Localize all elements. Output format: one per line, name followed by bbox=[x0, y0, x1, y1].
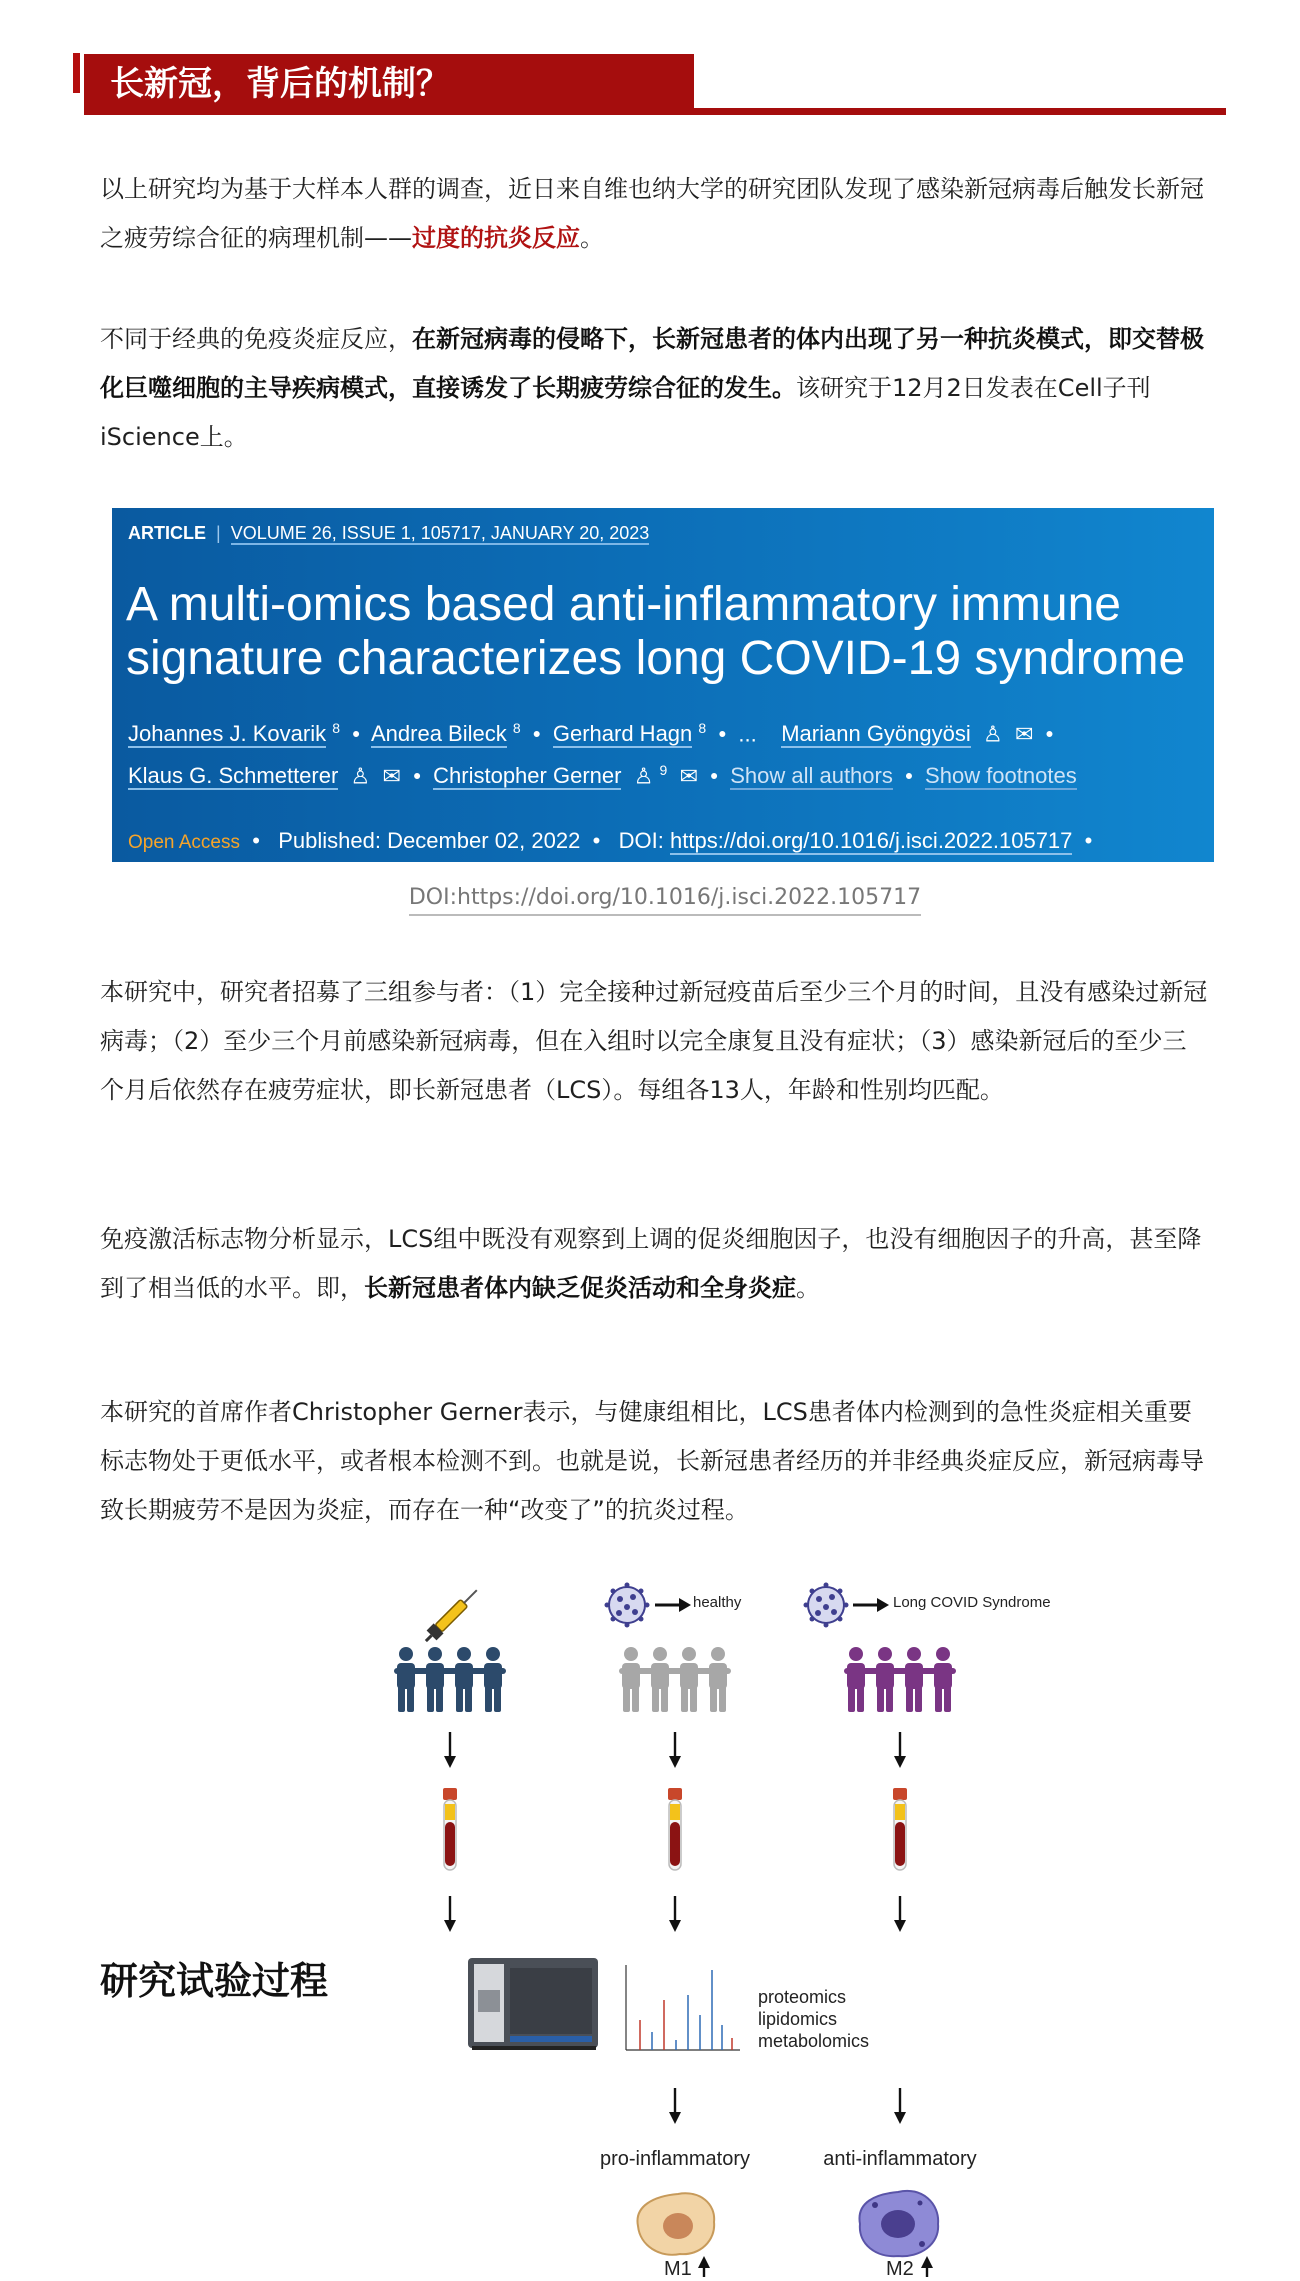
spectrum-chart-icon bbox=[626, 1965, 740, 2050]
macrophage-icon bbox=[637, 2193, 714, 2254]
author-link[interactable]: Klaus G. Schmetterer bbox=[128, 763, 339, 789]
arrow-down-icon bbox=[444, 1896, 456, 1932]
blood-tube-icon bbox=[893, 1788, 907, 1870]
paragraph-tail: 该研究于12月2日发表在Cell子刊iScience上。 bbox=[100, 374, 1151, 451]
section-title: 长新冠，背后的机制？ bbox=[110, 64, 450, 104]
email-icon[interactable]: ✉ bbox=[1008, 721, 1034, 747]
article-type: ARTICLE bbox=[128, 523, 206, 543]
highlight-text: 过度的抗炎反应 bbox=[412, 224, 580, 252]
omics-list bbox=[758, 1986, 869, 2052]
paragraph-lead: 不同于经典的免疫炎症反应， bbox=[100, 325, 412, 353]
pro-inflammatory-label: pro-inflammatory bbox=[599, 2148, 751, 2170]
author-ellipsis: ... bbox=[738, 721, 757, 747]
article-meta: ARTICLE | VOLUME 26, ISSUE 1, 105717, JANUARY 20, 2023 bbox=[128, 523, 650, 543]
article-issue[interactable]: VOLUME 26, ISSUE 1, 105717, JANUARY 20, 2023 bbox=[230, 523, 650, 543]
author-link[interactable]: Mariann Gyöngyösi bbox=[781, 721, 971, 747]
arrow-down-icon bbox=[894, 2088, 906, 2124]
person-icon[interactable]: ♙ bbox=[344, 763, 371, 789]
author-link[interactable]: Christopher Gerner bbox=[433, 763, 622, 789]
arrow-down-icon bbox=[444, 1732, 456, 1768]
email-icon[interactable]: ✉ bbox=[673, 763, 699, 789]
arrow-right-icon bbox=[655, 1598, 691, 1612]
virus-icon bbox=[605, 1583, 650, 1628]
author-link[interactable]: Gerhard Hagn bbox=[552, 721, 693, 747]
paragraph-text: 以上研究均为基于大样本人群的调查，近日来自维也纳大学的研究团队发现了感染新冠病毒后触发长新冠之疲劳综合征的病理机制—— bbox=[100, 175, 1204, 252]
author-affiliation: 8 bbox=[332, 720, 341, 736]
published-date: Published: December 02, 2022 bbox=[278, 828, 581, 853]
arrow-up-icon bbox=[698, 2256, 710, 2277]
person-icon[interactable]: ♙ bbox=[627, 763, 654, 789]
arrow-down-icon bbox=[669, 1896, 681, 1932]
omics-item: metabolomics bbox=[758, 2031, 870, 2051]
paragraph-lead: 免疫激活标志物分析显示，LCS组中既没有观察到上调的促炎细胞因子，也没有细胞因子的升高，甚至降到了相当低的水平。即， bbox=[100, 1225, 1202, 1302]
arrow-up-icon bbox=[921, 2256, 933, 2277]
author-link[interactable]: Johannes J. Kovarik bbox=[128, 721, 327, 747]
bold-text: 在新冠病毒的侵略下，长新冠患者的体内出现了另一种抗炎模式，即交替极化巨噬细胞的主导疾病模式，直接诱发了长期疲劳综合征的发生。 bbox=[100, 325, 1204, 402]
paragraph-quote: 本研究的首席作者Christopher Gerner表示，与健康组相比，LCS患者体内检测到的急性炎症相关重要标志物处于更低水平，或者根本检测不到。也就是说，长新冠患者经历的并非经典炎症反应，新冠病毒导致长期疲劳不是因为炎症，而存在一种“改变了”的抗炎过程。 bbox=[100, 1398, 1204, 1524]
anti-inflammatory-label: anti-inflammatory bbox=[823, 2148, 977, 2170]
mass-spectrometer-icon bbox=[468, 1958, 598, 2050]
show-footnotes-link[interactable]: Show footnotes bbox=[925, 763, 1077, 789]
virus-icon bbox=[804, 1583, 849, 1628]
syringe-icon bbox=[421, 1585, 482, 1646]
arrow-down-icon bbox=[669, 1732, 681, 1768]
doi-label: DOI: bbox=[618, 828, 664, 853]
people-icon bbox=[844, 1647, 956, 1712]
omics-item: lipidomics bbox=[758, 2009, 838, 2029]
author-affiliation: 9 bbox=[659, 762, 668, 778]
m2-label: M2 bbox=[886, 2258, 914, 2280]
email-icon[interactable]: ✉ bbox=[376, 763, 401, 789]
paragraph-methods: 本研究中，研究者招募了三组参与者：（1）完全接种过新冠疫苗后至少三个月的时间，且没有感染过新冠病毒；（2）至少三个月前感染新冠病毒，但在入组时以完全康复且没有症状；（3）感染新冠后的至少三个月后依然存在疲劳症状，即长新冠患者（LCS）。每组各13人，年龄和性别均匹配。 bbox=[100, 978, 1208, 1104]
people-icon bbox=[619, 1647, 731, 1712]
publication-line: Open Access • Published: December 02, 2022 • DOI: https://doi.org/10.1016/j.isci.2022.105717 • bbox=[128, 828, 1093, 853]
author-line-1: Johannes J. Kovarik $^8$ • Andrea Bileck $^8$ • Gerhard Hagn $^8$ • ... Mariann Gyöngyösi ♙ ✉ • bbox=[128, 720, 1054, 747]
paragraph-end: 。 bbox=[796, 1274, 820, 1302]
author-affiliation: 8 bbox=[512, 720, 521, 736]
bold-text: 长新冠患者体内缺乏促炎活动和全身炎症 bbox=[364, 1274, 796, 1302]
arrow-down-icon bbox=[894, 1732, 906, 1768]
group-healthy-label: healthy bbox=[693, 1594, 742, 1611]
show-all-authors-link[interactable]: Show all authors bbox=[730, 763, 893, 789]
m1-label: M1 bbox=[664, 2258, 692, 2280]
article-title: A multi-omics based anti-inflammatory immune signature characterizes long COVID-19 syndrome bbox=[126, 578, 1186, 685]
author-link[interactable]: Andrea Bileck bbox=[371, 721, 507, 747]
blood-tube-icon bbox=[443, 1788, 457, 1870]
doi-caption-text[interactable]: DOI:https://doi.org/10.1016/j.isci.2022.105717 bbox=[409, 885, 921, 916]
arrow-down-icon bbox=[669, 2088, 681, 2124]
blood-tube-icon bbox=[668, 1788, 682, 1870]
author-affiliation: 8 bbox=[698, 720, 707, 736]
paragraph-end: 。 bbox=[580, 224, 604, 252]
arrow-right-icon bbox=[853, 1598, 889, 1612]
arrow-down-icon bbox=[894, 1896, 906, 1932]
figure-title: 研究试验过程 bbox=[100, 1959, 329, 2003]
author-line-2: Klaus G. Schmetterer ♙ ✉ • Christopher Gerner ♙ $^9$ ✉ • Show all authors • Show footnotes bbox=[128, 762, 1077, 789]
open-access-badge: Open Access bbox=[128, 832, 240, 853]
doi-link[interactable]: https://doi.org/10.1016/j.isci.2022.105717 bbox=[670, 828, 1073, 853]
person-icon[interactable]: ♙ bbox=[976, 721, 1003, 747]
group-long-covid-label: Long COVID Syndrome bbox=[893, 1594, 1051, 1611]
people-icon bbox=[394, 1647, 506, 1712]
macrophage-icon bbox=[859, 2191, 938, 2256]
omics-item: proteomics bbox=[758, 1987, 847, 2007]
